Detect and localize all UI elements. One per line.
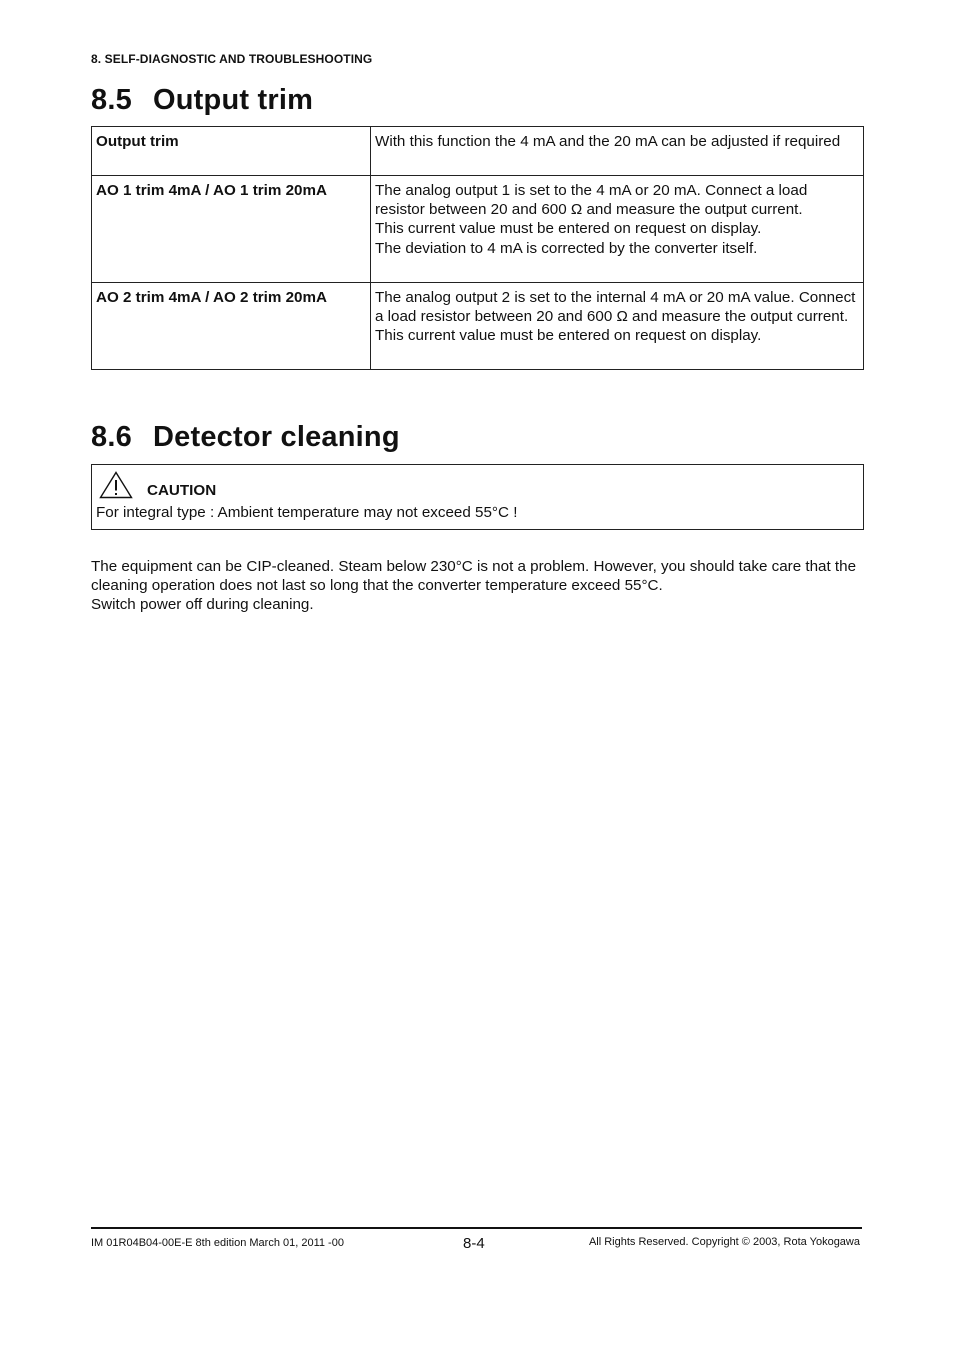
paragraph: Switch power off during cleaning. xyxy=(91,596,314,614)
table-row xyxy=(92,283,864,370)
parameter-name: Output trim xyxy=(92,127,371,176)
caution-box xyxy=(91,464,864,530)
parameter-name: AO 1 trim 4mA / AO 1 trim 20mA xyxy=(92,176,371,283)
description-line: The analog output 1 is set to the 4 mA or 20 mA. Connect a load resistor between 20 and 600 Ω and measure the output current. xyxy=(375,182,808,219)
description-line: The analog output 2 is set to the internal 4 mA or 20 mA value. Connect a load resistor between 20 and 600 Ω and measure the output current. xyxy=(375,289,856,326)
table-row xyxy=(92,176,864,283)
copyright-notice: All Rights Reserved. Copyright © 2003, Rota Yokogawa xyxy=(588,1236,860,1248)
parameter-description xyxy=(371,283,864,370)
warning-triangle-icon xyxy=(99,471,133,499)
section-number: 8.6 xyxy=(91,421,132,453)
section-title: Output trim xyxy=(153,84,314,116)
parameter-name: AO 2 trim 4mA / AO 2 trim 20mA xyxy=(92,283,371,370)
table-row xyxy=(92,127,864,176)
paragraph: The equipment can be CIP-cleaned. Steam below 230°C is not a problem. However, you should take care that the cleaning operation does not last so long that the converter temperature exceed 55°C. xyxy=(91,558,857,595)
description-line: With this function the 4 mA and the 20 mA can be adjusted if required xyxy=(375,133,841,150)
parameter-description xyxy=(371,127,864,176)
description-line: This current value must be entered on request on display. xyxy=(375,220,762,238)
page-number: 8-4 xyxy=(463,1235,485,1252)
section-heading-detector-cleaning xyxy=(91,421,400,454)
running-header: 8. SELF-DIAGNOSTIC AND TROUBLESHOOTING xyxy=(91,52,373,66)
cleaning-instructions xyxy=(91,557,866,615)
caution-title: CAUTION xyxy=(147,482,217,499)
section-number: 8.5 xyxy=(91,84,132,116)
caution-text: For integral type : Ambient temperature may not exceed 55°C ! xyxy=(96,504,518,521)
output-trim-table xyxy=(91,126,864,370)
parameter-description xyxy=(371,176,864,283)
document-id: IM 01R04B04-00E-E 8th edition March 01, 2011 -00 xyxy=(91,1237,344,1249)
footer-rule xyxy=(91,1227,862,1229)
section-title: Detector cleaning xyxy=(153,421,400,453)
description-line: This current value must be entered on request on display. xyxy=(375,327,762,345)
description-line: The deviation to 4 mA is corrected by the converter itself. xyxy=(375,239,758,257)
section-heading-output-trim xyxy=(91,84,313,117)
